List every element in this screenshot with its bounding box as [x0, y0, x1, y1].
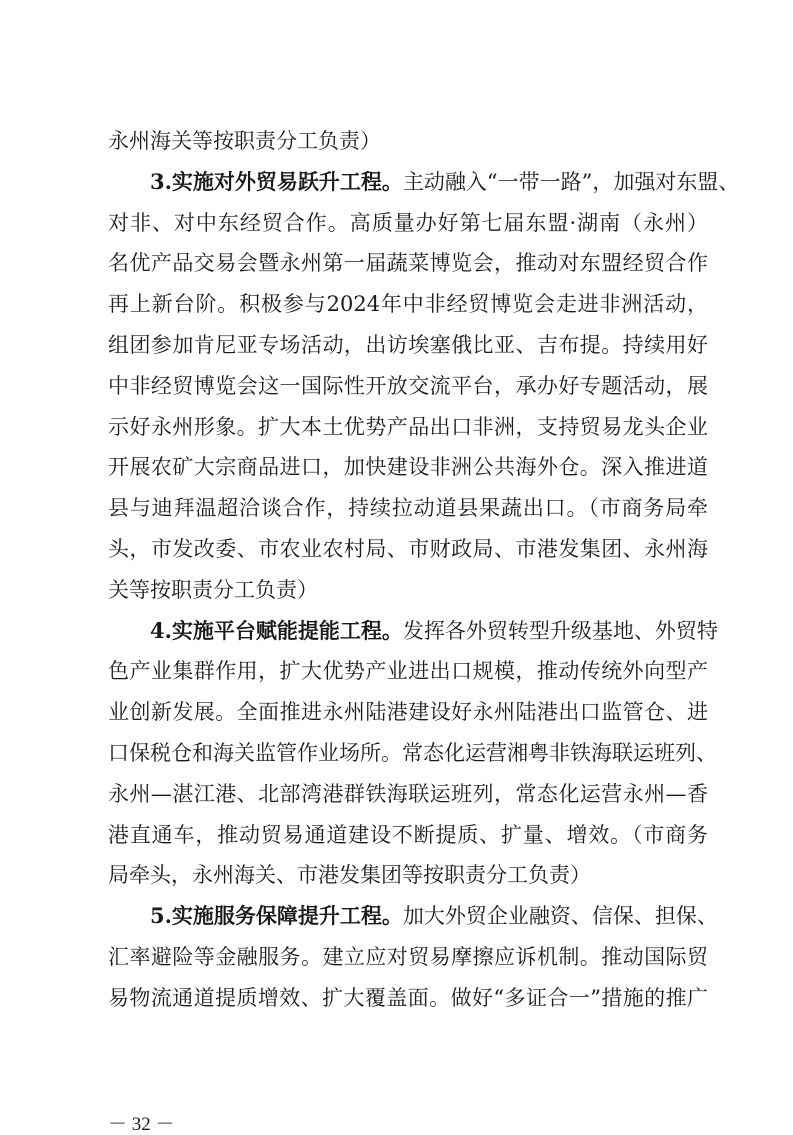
section-5-heading: 5.实施服务保障提升工程。	[150, 903, 403, 929]
paragraph-line: 色产业集群作用，扩大优势产业进出口规模，推动传统外向型产	[108, 659, 708, 684]
section-3-heading: 3.实施对外贸易跃升工程。	[150, 168, 403, 194]
body-text	[108, 121, 740, 1019]
paragraph-line: 口保税仓和海关监管作业场所。常态化运营湘粤非铁海联运班列、	[108, 740, 717, 765]
paragraph-line: 组团参加肯尼亚专场活动，出访埃塞俄比亚、吉布提。持续用好	[108, 332, 708, 357]
page-number: － 32 －	[108, 1114, 175, 1135]
section-4-first-line	[108, 611, 718, 652]
paragraph-line: 关等按职责分工负责）	[108, 577, 318, 602]
paragraph-line: 再上新台阶。积极参与2024年中非经贸博览会走进非洲活动，	[108, 292, 708, 317]
paragraph-line: 主动融入“一带一路”，加强对东盟、	[402, 169, 740, 194]
paragraph-line: 加大外贸企业融资、信保、担保、	[402, 904, 718, 929]
paragraph-line: 永州海关等按职责分工负责）	[108, 129, 381, 153]
paragraph-line: 中非经贸博览会这一国际性开放交流平台，承办好专题活动，展	[108, 373, 708, 398]
paragraph-line: 名优产品交易会暨永州第一届蔬菜博览会，推动对东盟经贸合作	[108, 251, 708, 276]
section-5-first-line	[108, 896, 718, 937]
paragraph-line: 局牵头，永州海关、市港发集团等按职责分工负责）	[108, 863, 591, 888]
paragraph-line: 港直通车，推动贸易通道建设不断提质、扩量、增效。（市商务	[108, 822, 708, 847]
section-3-first-line	[108, 162, 740, 203]
paragraph-line: 汇率避险等金融服务。建立应对贸易摩擦应诉机制。推动国际贸	[108, 944, 708, 969]
paragraph-line: 开展农矿大宗商品进口，加快建设非洲公共海外仓。深入推进道	[108, 455, 708, 480]
paragraph-line: 永州—湛江港、北部湾港群铁海联运班列，常态化运营永州—香	[108, 781, 708, 806]
paragraph-line: 对非、对中东经贸合作。高质量办好第七届东盟·湖南（永州）	[108, 210, 708, 235]
paragraph-line: 发挥各外贸转型升级基地、外贸特	[402, 618, 718, 643]
section-4-heading: 4.实施平台赋能提能工程。	[150, 617, 403, 643]
paragraph-line: 县与迪拜温超洽谈合作，持续拉动道县果蔬出口。（市商务局牵	[108, 496, 708, 521]
paragraph-line: 示好永州形象。扩大本土优势产品出口非洲，支持贸易龙头企业	[108, 414, 708, 439]
paragraph-line: 易物流通道提质增效、扩大覆盖面。做好“多证合一”措施的推广	[108, 985, 708, 1010]
paragraph-line: 头，市发改委、市农业农村局、市财政局、市港发集团、永州海	[108, 536, 708, 561]
paragraph-line: 业创新发展。全面推进永州陆港建设好永州陆港出口监管仓、进	[108, 700, 708, 725]
